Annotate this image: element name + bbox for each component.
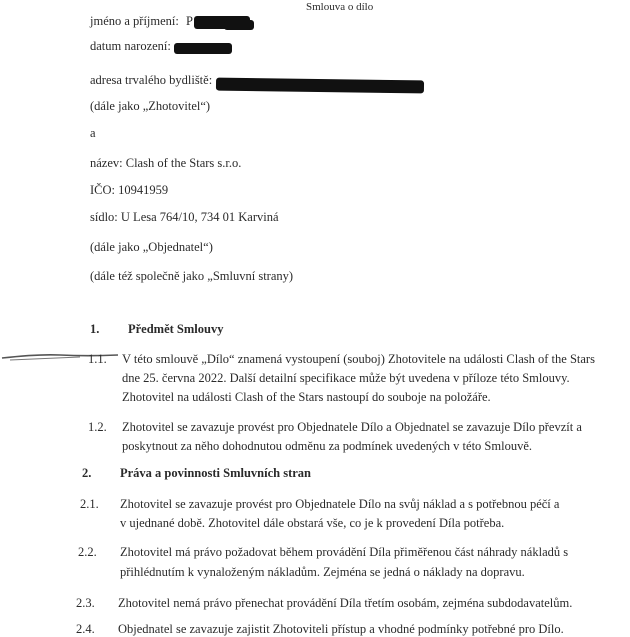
clause-2-2-line-2: přihlédnutím k vynaloženým nákladům. Zejména se jedná o náklady na dopravu. — [120, 565, 525, 579]
redaction-dob — [174, 43, 232, 54]
clause-2-1-number: 2.1. — [80, 497, 99, 511]
clause-1-1-line-3: Zhotovitel na události Clash of the Stars nastoupí do souboje na položáře. — [122, 390, 491, 404]
name-visible-initial: P — [186, 14, 193, 28]
zhotovitel-hereinafter: (dále jako „Zhotovitel“) — [90, 99, 211, 113]
clause-1-2-number: 1.2. — [88, 420, 107, 434]
clause-2-2-number: 2.2. — [78, 545, 97, 559]
dob-label: datum narození: — [90, 39, 171, 53]
clause-2-3-number: 2.3. — [76, 596, 95, 610]
objednatel-hereinafter: (dále jako „Objednatel“) — [90, 240, 213, 254]
company-ico: IČO: 10941959 — [90, 183, 169, 197]
and-word: a — [90, 126, 96, 140]
clause-1-2-line-1: Zhotovitel se zavazuje provést pro Objednatele Dílo a Objednatel se zavazuje Dílo převzít a — [122, 420, 582, 434]
section-1-number: 1. — [90, 322, 100, 336]
clause-2-3-line-1: Zhotovitel nemá právo přenechat provádění Díla třetím osobám, zejména subdodavatelům. — [118, 596, 573, 610]
clause-1-1-number: 1.1. — [88, 352, 107, 366]
redaction-name-last — [224, 20, 254, 30]
clause-2-2-line-1: Zhotovitel má právo požadovat během provádění Díla přiměřenou část náhrady nákladů s — [120, 545, 569, 559]
clause-2-4-line-1: Objednatel se zavazuje zajistit Zhotoviteli přístup a vhodné podmínky potřebné pro Dílo. — [118, 622, 564, 636]
together-hereinafter: (dále též společně jako „Smluvní strany) — [90, 269, 294, 283]
section-2-number: 2. — [82, 466, 92, 480]
clause-2-4-number: 2.4. — [76, 622, 95, 636]
company-name: název: Clash of the Stars s.r.o. — [90, 156, 242, 170]
name-label: jméno a příjmení: — [90, 14, 179, 28]
section-2-title: Práva a povinnosti Smluvních stran — [120, 466, 312, 480]
redaction-address — [216, 78, 424, 94]
company-seat: sídlo: U Lesa 764/10, 734 01 Karviná — [90, 210, 279, 224]
document-title: Smlouva o dílo — [306, 1, 374, 13]
clause-1-2-line-2: poskytnout za něho dohodnutou odměnu za podmínek uvedených v této Smlouvě. — [122, 439, 532, 453]
clause-2-1-line-1: Zhotovitel se zavazuje provést pro Objednatele Dílo na svůj náklad a s potřebnou péčí a — [120, 497, 560, 511]
clause-1-1-line-1: V této smlouvě „Dílo“ znamená vystoupení (souboj) Zhotovitele na události Clash of the Stars — [122, 352, 595, 366]
clause-2-1-line-2: v ujednané době. Zhotovitel dále obstará vše, co je k provedení Díla potřeba. — [120, 516, 505, 530]
section-1-title: Předmět Smlouvy — [128, 322, 224, 336]
address-label: adresa trvalého bydliště: — [90, 73, 213, 87]
clause-1-1-line-2: dne 25. června 2022. Další detailní specifikace může být uvedena v příloze této Smlouvy. — [122, 371, 570, 385]
